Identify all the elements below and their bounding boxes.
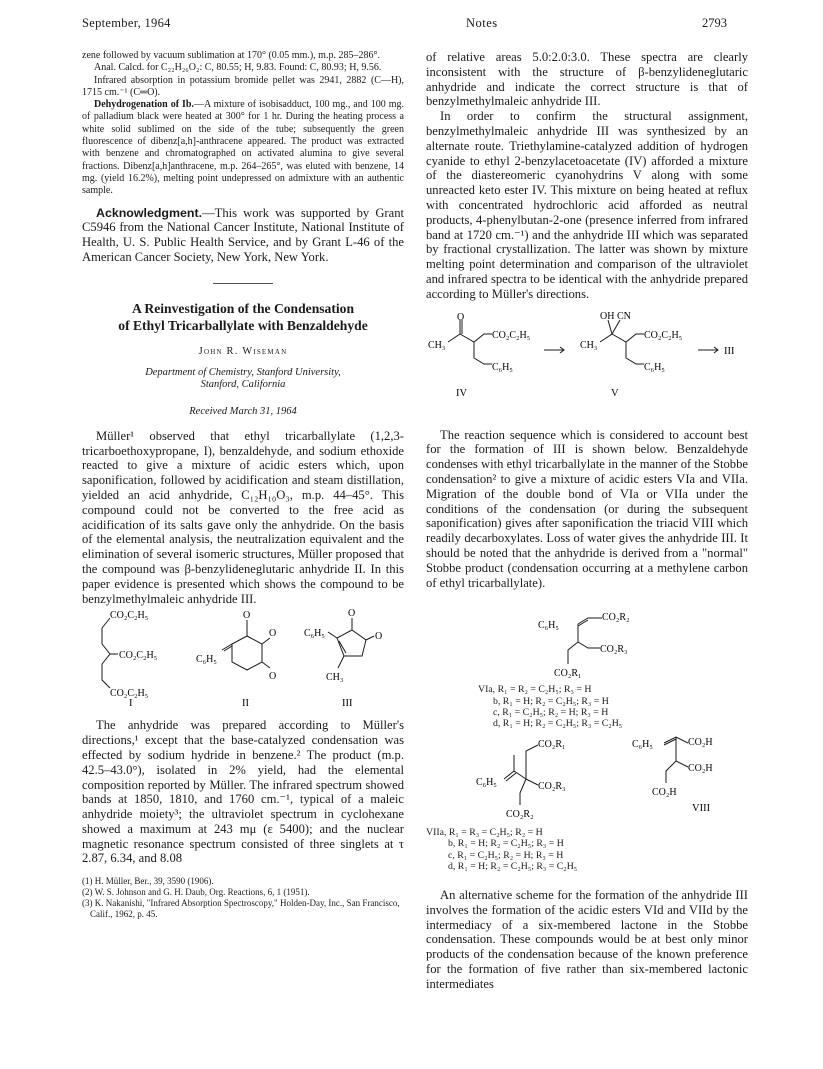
V-methyl: CH₃ <box>580 339 598 351</box>
VI-legend-b: b, R₁ = H; R₂ = C₂H₅; R₃ = H <box>493 695 609 707</box>
acknowledgment-text: —This work was supported by Grant C5946 from the National Cancer Institute, National Institute of Health, U. S. Public Health Service, and by Grant L-46 of the American Cancer Society, New York, New York. <box>82 205 404 264</box>
structure-I-bonds <box>102 618 110 688</box>
author-name <box>82 346 404 357</box>
IV-methyl: CH₃ <box>428 339 446 351</box>
VI-legend-a: VIa, R₁ = R₂ = C₂H₅; R₃ = H <box>478 684 592 696</box>
intro-paragraph: Müller¹ observed that ethyl tricarballylate (1,2,3-tricarboethoxypropane, I), benzaldehyde, and sodium ethoxide reacted to give a mixture of acidic esters which, upon saponification, followed by acidification and steam distillation, yielded an acid anhydride, C₁₂H₁₀O₃, m.p. 44–45°. This compound could not be converted to the free acid as acidification of its salts gave only the anhydride. On the basis of the elemental analysis, the neutralization equivalent and the elimination of several isomeric structures, Müller proposed that the compound was β-benzylideneglutaric anhydride II. In this paper evidence is presented which shows the compound to be benzylmethylmaleic anhydride III. <box>82 428 404 606</box>
VIII-label: VIII <box>692 803 711 815</box>
structure-I-ester-mid: CO₂C₂H₅ <box>119 650 158 662</box>
exp-infrared: Infrared absorption in potassium bromide pellet was 2941, 2882 (C—H), 1715 cm.⁻¹ (C═O). <box>82 74 404 98</box>
synthesis-paragraph: In order to confirm the structural assignment, benzylmethylmaleic anhydride III was synthesized by an alternate route. Triethylamine-catalyzed addition of hydrogen cyanide to ethyl 2-benzylacetoacetate (IV) afforded a mixture of the diastereomeric cyanohydrins V along with some unreacted keto ester IV. This mixture on being heated at reflux with concentrated hydrochloric acid afforded as neutral products, 4-phenylbutan-2-one (presence inferred from infrared band at 1720 cm.⁻¹) and the anhydride III which was separated by fractional crystallization. The latter was shown by mixture melting point determination and comparison of the ultraviolet and infrared spectra to be identical with the anhydride prepared according to Müller's directions. <box>426 109 748 301</box>
structure-I-label: I <box>129 698 133 707</box>
structure-III-label: III <box>342 698 353 707</box>
exp-dehydrogenation <box>82 99 404 197</box>
received-date: Received March 31, 1964 <box>189 405 297 417</box>
structure-III-phenyl: C₆H₅ <box>304 628 325 640</box>
results-paragraph-container <box>82 718 404 866</box>
structure-III-ring <box>337 630 366 656</box>
section-divider <box>213 283 273 284</box>
VI-ester-R2: CO₂R₂ <box>602 612 630 624</box>
IV-label: IV <box>456 387 468 399</box>
VI-ester-R1: CO₂R₁ <box>554 668 582 680</box>
article-title <box>82 300 404 334</box>
alternative-scheme-paragraph: An alternative scheme for the formation of the anhydride III involves the formation of the acidic esters VId and VIId by the intermediacy of a six-membered lactone in the Stobbe condensation. These compounds would be at best only minor products of the condensation because of the known preference for the formation of five rather than six-membered lactonic intermediates <box>426 887 748 991</box>
footnote-1: (1) H. Müller, Ber., 39, 3590 (1906). <box>82 876 214 887</box>
structure-III-ring-oxygen: O <box>375 631 383 643</box>
VIII-acid-bottom: CO₂H <box>652 787 677 799</box>
VII-ester-R3: CO₂R₃ <box>538 781 566 793</box>
author-affiliation <box>82 367 404 392</box>
figure-scheme-IV-V <box>426 312 748 412</box>
VII-ester-R2: CO₂R₂ <box>506 809 534 821</box>
VI-phenyl: C₆H₅ <box>538 620 559 632</box>
VI-legend-d: d, R₁ = H; R₂ = C₂H₅; R₃ = C₂H₅ <box>493 717 623 729</box>
article-title-line-2: of Ethyl Tricarballylate with Benzaldehyde <box>118 317 368 333</box>
structure-II-phenyl: C₆H₅ <box>196 654 217 666</box>
VIII-acid-mid: CO₂H <box>688 763 713 775</box>
V-ester: CO₂C₂H₅ <box>644 329 683 341</box>
scheme-product-III: III <box>724 345 735 357</box>
right-text-block-2 <box>426 428 748 591</box>
VII-legend-c: c, R₁ = C₂H₅; R₂ = H; R₃ = H <box>448 849 564 861</box>
structure-I-ester-bottom: CO₂C₂H₅ <box>110 688 149 700</box>
footnote-2: (2) W. S. Johnson and G. H. Daub, Org. Reactions, 6, 1 (1951). <box>82 887 310 898</box>
article-title-line-1: A Reinvestigation of the Condensation <box>131 300 355 316</box>
figure-structures-VII-VIII <box>426 731 748 841</box>
author-name-text: John R. Wiseman <box>198 345 288 357</box>
structure-III-methyl: CH₃ <box>326 672 344 684</box>
IV-carbonyl-oxygen: O <box>457 311 465 323</box>
acknowledgment-heading: Acknowledgment. <box>96 205 203 220</box>
experimental-continuation <box>82 50 404 198</box>
running-header-section: Notes <box>466 16 498 30</box>
structure-II-ring <box>232 636 262 670</box>
VII-legend-d: d, R₁ = H; R₂ = C₂H₅; R₃ = C₂H₅ <box>448 860 578 872</box>
spectra-conclusion: of relative areas 5.0:2.0:3.0. These spectra are clearly inconsistent with the structure of β-benzylideneglutaric anhydride and indicate the correct structure is that of benzylmethylmaleic anhydride III. <box>426 50 748 109</box>
left-column <box>82 50 404 920</box>
V-phenyl: C₆H₅ <box>644 361 665 373</box>
structure-II-ring-oxygen: O <box>269 628 277 640</box>
VIII-acid-top: CO₂H <box>688 737 713 749</box>
running-header-date: September, 1964 <box>82 16 171 30</box>
structure-II-oxygen-bottom: O <box>269 671 277 683</box>
exp-analysis: Anal. Calcd. for C₂₂H₂₆O₂: C, 80.55; H, 9.83. Found: C, 80.93; H, 9.56. <box>94 62 382 74</box>
VI-ester-R3: CO₂R₃ <box>600 644 628 656</box>
intro-paragraph-container <box>82 429 404 607</box>
structure-II-label: II <box>242 698 249 707</box>
right-text-block-1 <box>426 50 748 302</box>
VI-substituent-legend <box>426 684 748 729</box>
results-paragraph: The anhydride was prepared according to Müller's directions,¹ except that the base-catalyzed condensation was effected by sodium hydride in benzene.² The product (m.p. 42.5–43.0°), isolated in 2% yield, had the elemental composition reported by Müller. The infrared spectrum showed bands at 1850, 1810, and 1760 cm.⁻¹, typical of a maleic anhydride moiety³; the ultraviolet spectrum in cyclohexane showed a maximum at 243 mμ (ε 5400); and the nuclear magnetic resonance spectrum consisted of three singlets at τ 2.87, 6.34, and 8.08 <box>82 718 404 866</box>
VII-ester-R1: CO₂R₁ <box>538 739 566 751</box>
exp-paragraph-1: zene followed by vacuum sublimation at 170° (0.05 mm.), m.p. 285–286°. <box>82 50 380 61</box>
footnotes <box>82 876 404 920</box>
right-text-block-3 <box>426 888 748 992</box>
affiliation-line-1: Department of Chemistry, Stanford University, <box>145 366 341 378</box>
VI-legend-c: c, R₁ = C₂H₅; R₂ = H; R₃ = H <box>493 706 609 718</box>
right-column <box>426 50 748 992</box>
footnote-3: (3) K. Nakanishi, "Infrared Absorption Spectroscopy," Holden-Day, Inc., San Francisco, Calif., 1962, p. 45. <box>82 898 400 920</box>
structure-I-ester-top: CO₂C₂H₅ <box>110 610 149 622</box>
VIII-phenyl: C₆H₅ <box>632 739 653 751</box>
figure-structure-VI <box>426 604 748 684</box>
VII-phenyl: C₆H₅ <box>476 777 497 789</box>
IV-ester: CO₂C₂H₅ <box>492 329 531 341</box>
V-hydroxy-cyano: OH CN <box>600 311 631 322</box>
V-label: V <box>611 387 619 399</box>
VII-legend-b: b, R₁ = H; R₂ = C₂H₅; R₃ = H <box>448 838 564 850</box>
dehydrogenation-heading: Dehydrogenation of Ib. <box>94 99 194 111</box>
affiliation-line-2: Stanford, California <box>200 379 286 391</box>
structure-III-oxygen-top: O <box>348 608 356 620</box>
mechanism-paragraph: The reaction sequence which is considered to account best for the formation of III is shown below. Benzaldehyde condenses with ethyl tricarballylate in the manner of the Stobbe condensation² to give a mixture of acidic esters VIa and VIIa. Migration of the double bond of VIa or VIIa under the conditions of the condensation (or during the subsequent saponification) gives after saponification the triacid VIII which readily decarboxylates. Loss of water gives the anhydride III. It should be noted that the anhydride is derived from a "normal" Stobbe product (condensation occurring at a methylene carbon of ethyl tricarballylate). <box>426 427 748 590</box>
VII-substituent-legend <box>426 827 748 872</box>
IV-phenyl: C₆H₅ <box>492 361 513 373</box>
structure-II-oxygen-top: O <box>243 610 251 622</box>
page-number: 2793 <box>702 16 727 30</box>
dehydrogenation-text: —A mixture of isobisadduct, 100 mg., and 100 mg. of palladium black were heated at 300° for 1 hr. During the heating process a white solid sublimed on the side of the tube; subsequently the green fluorescence of dibenz[a,h]-anthracene appeared. The product was extracted with benzene and chromatographed on activated alumina to give several fractions. Dibenz[a,h]anthracene, m.p. 264–265°, was eluted with benzene, 14 mg. (yield 16.2%), melting point undepressed on admixture with an authentic sample. <box>82 99 405 197</box>
VII-legend-a: VIIa, R₁ = R₃ = C₂H₅; R₂ = H <box>426 827 543 839</box>
acknowledgment <box>82 206 404 265</box>
figure-structures-I-II-III <box>82 606 404 706</box>
